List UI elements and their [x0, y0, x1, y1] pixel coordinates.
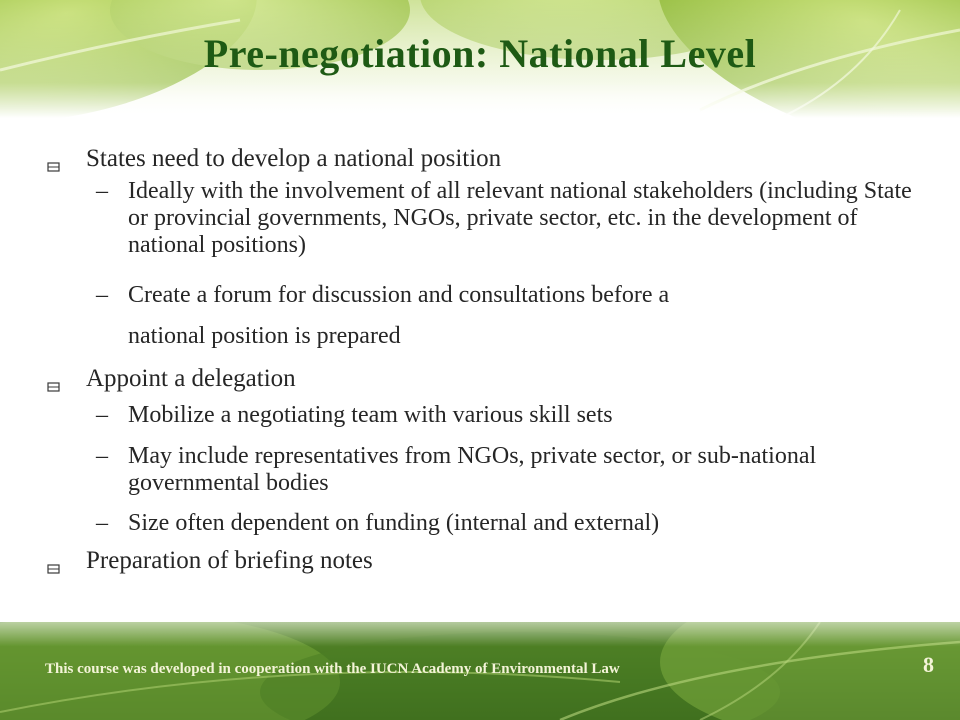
sub-bullet-text: Ideally with the involvement of all relevant national stakeholders (including State or provincial governments, NGOs, private sector, etc. in the development of national positions): [128, 178, 912, 258]
dash-marker: –: [96, 402, 108, 428]
hollow-square-bullet-icon: [46, 546, 86, 584]
page-number: 8: [923, 652, 934, 677]
dash-marker: –: [96, 178, 108, 204]
sub-bullet-text: Create a forum for discussion and consultations before a: [128, 282, 670, 308]
sub-bullet-text: May include representatives from NGOs, private sector, or sub-national governmental bodies: [128, 443, 817, 496]
bullet-text: Appoint a delegation: [86, 365, 296, 392]
hollow-square-bullet-icon: [46, 364, 86, 402]
bullet-text: Preparation of briefing notes: [86, 547, 373, 574]
sub-bullet-continuation: [96, 323, 936, 350]
sub-bullet-item: [96, 402, 936, 429]
dash-marker: –: [96, 510, 108, 536]
sub-bullet-text: Size often dependent on funding (internal and external): [128, 510, 660, 536]
bullet-item: [46, 144, 501, 182]
sub-bullet-item: [96, 282, 936, 309]
bullet-item: [46, 546, 373, 584]
sub-bullet-text: national position is prepared: [128, 323, 401, 349]
bullet-text: States need to develop a national position: [86, 145, 502, 172]
sub-bullet-item: [96, 510, 936, 537]
sub-bullet-text: Mobilize a negotiating team with various skill sets: [128, 402, 613, 428]
sub-bullet-item: [96, 443, 936, 497]
slide-title: Pre-negotiation: National Level: [203, 31, 757, 76]
hollow-square-bullet-icon: [46, 144, 86, 182]
bullet-item: [46, 364, 296, 402]
footer-banner: [0, 622, 960, 720]
dash-marker: –: [96, 443, 108, 469]
header-banner: [0, 0, 960, 118]
footer-credit-text: This course was developed in cooperation with the IUCN Academy of Environmental Law: [45, 661, 620, 677]
dash-marker: –: [96, 282, 108, 308]
sub-bullet-item: [96, 178, 936, 259]
